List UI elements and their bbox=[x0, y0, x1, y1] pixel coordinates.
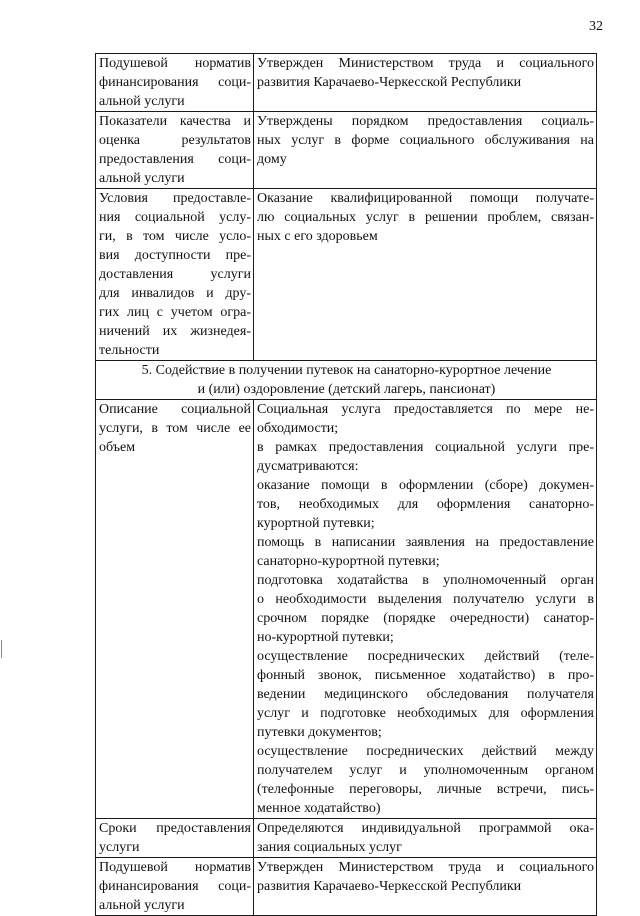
text-line: ния социальной услу- bbox=[99, 210, 251, 225]
text-line: фонный звонок, письменное ходатайство) в про- bbox=[257, 668, 594, 683]
section-heading bbox=[96, 361, 597, 400]
service-table bbox=[95, 53, 597, 916]
row-label-cell bbox=[96, 54, 254, 112]
text-line: развития Карачаево-Черкесской Республики bbox=[257, 879, 522, 894]
text-line: Утвержден Министерством труда и социального bbox=[257, 860, 594, 875]
text-line: осуществление посреднических действий (теле- bbox=[257, 649, 594, 664]
section-heading-line: 5. Содействие в получении путевок на санаторно-курортное лечение bbox=[141, 363, 552, 378]
text-line: ных с его здоровьем bbox=[257, 229, 378, 244]
text-line: финансирования соци- bbox=[99, 75, 251, 90]
text-line: (телефонные переговоры, личные встречи, пись- bbox=[257, 782, 594, 797]
text-line: в рамках предоставления социальной услуги пре- bbox=[257, 440, 594, 455]
text-line: получателем услуг и уполномоченным органом bbox=[257, 763, 594, 778]
text-line: объем bbox=[99, 440, 136, 455]
text-line: зания социальных услуг bbox=[257, 840, 402, 855]
text-line: Описание социальной bbox=[99, 402, 251, 417]
row-label-cell bbox=[96, 189, 254, 361]
text-line: для инвалидов и дру- bbox=[99, 286, 251, 301]
text-line: Социальная услуга предоставляется по мере не- bbox=[257, 402, 594, 417]
text-line: лю социальных услуг в решении проблем, связан- bbox=[257, 210, 594, 225]
text-line: Показатели качества и bbox=[99, 114, 251, 129]
text-line: Утверждены порядком предоставления социаль- bbox=[257, 114, 594, 129]
text-line: финансирования соци- bbox=[99, 879, 251, 894]
text-line: Утвержден Министерством труда и социального bbox=[257, 56, 594, 71]
text-line: предоставления соци- bbox=[99, 152, 251, 167]
text-line: альной услуги bbox=[99, 94, 185, 109]
text-line: оценка результатов bbox=[99, 133, 251, 148]
text-line: ги, в том числе усло- bbox=[99, 229, 251, 244]
row-value-cell bbox=[254, 54, 597, 112]
table-row bbox=[96, 400, 597, 819]
text-line: услуги bbox=[99, 840, 140, 855]
text-line: обходимости; bbox=[257, 421, 339, 436]
text-line: санаторно-курортной путевки; bbox=[257, 554, 440, 569]
text-line: путевки документов; bbox=[257, 725, 382, 740]
row-value-cell bbox=[254, 189, 597, 361]
text-line: тельности bbox=[99, 343, 160, 358]
section-heading-row bbox=[96, 361, 597, 400]
table-row bbox=[96, 189, 597, 361]
text-line: развития Карачаево-Черкесской Республики bbox=[257, 75, 522, 90]
text-line: услуг и подготовке необходимых для оформления bbox=[257, 706, 594, 721]
row-value-cell bbox=[254, 400, 597, 819]
text-line: ных услуг в форме социального обслуживания на bbox=[257, 133, 594, 148]
text-line: ведении медицинского обследования получателя bbox=[257, 687, 594, 702]
text-line: Определяются индивидуальной программой ока- bbox=[257, 821, 594, 836]
text-line: вия доступности пре- bbox=[99, 248, 251, 263]
scan-edge-mark bbox=[1, 640, 2, 658]
row-label-cell bbox=[96, 858, 254, 916]
text-line: осуществление посреднических действий между bbox=[257, 744, 594, 759]
text-line: гих лиц с учетом огра- bbox=[99, 305, 251, 320]
table-row bbox=[96, 819, 597, 858]
text-line: доставления услуги bbox=[99, 267, 251, 282]
page-number: 32 bbox=[589, 19, 603, 34]
row-value-cell bbox=[254, 112, 597, 189]
text-line: о необходимости выделения получателю услуги в bbox=[257, 592, 594, 607]
text-line: срочном порядке (порядке очередности) санатор- bbox=[257, 611, 594, 626]
row-label-cell bbox=[96, 112, 254, 189]
text-line: но-курортной путевки; bbox=[257, 630, 394, 645]
text-line: Сроки предоставления bbox=[99, 821, 251, 836]
text-line: оказание помощи в оформлении (сборе) докумен- bbox=[257, 478, 594, 493]
text-line: дусматриваются: bbox=[257, 459, 359, 474]
table-row bbox=[96, 54, 597, 112]
text-line: подготовка ходатайства в уполномоченный орган bbox=[257, 573, 594, 588]
text-line: тов, необходимых для оформления санаторно- bbox=[257, 497, 594, 512]
row-value-cell bbox=[254, 819, 597, 858]
text-line: альной услуги bbox=[99, 171, 185, 186]
section-heading-line: и (или) оздоровление (детский лагерь, пансионат) bbox=[197, 382, 496, 397]
table-row bbox=[96, 112, 597, 189]
table-row bbox=[96, 858, 597, 916]
text-line: менное ходатайство) bbox=[257, 801, 381, 816]
text-line: Условия предоставле- bbox=[99, 191, 251, 206]
text-line: помощь в написании заявления на предоставление bbox=[257, 535, 594, 550]
text-line: услуги, в том числе ее bbox=[99, 421, 251, 436]
row-label-cell bbox=[96, 400, 254, 819]
text-line: Подушевой норматив bbox=[99, 56, 251, 71]
row-value-cell bbox=[254, 858, 597, 916]
text-line: дому bbox=[257, 152, 287, 167]
row-label-cell bbox=[96, 819, 254, 858]
text-line: ничений их жизнедея- bbox=[99, 324, 251, 339]
text-line: курортной путевки; bbox=[257, 516, 375, 531]
text-line: Подушевой норматив bbox=[99, 860, 251, 875]
text-line: Оказание квалифицированной помощи получате- bbox=[257, 191, 594, 206]
text-line: альной услуги bbox=[99, 898, 185, 913]
